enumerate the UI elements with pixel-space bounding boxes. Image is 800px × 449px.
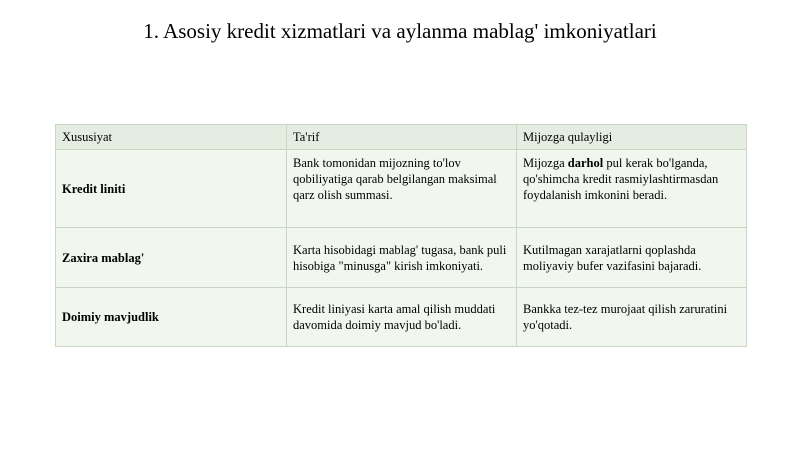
table-row [56, 288, 747, 347]
benefit-text-suffix: pul kerak bo'lganda, qo'shimcha kredit rasmiylashtirmasdan foydalanish imkonini beradi. [523, 156, 719, 202]
benefit-cell: Bankka tez-tez murojaat qilish zaruratini yo'qotadi. [517, 288, 747, 347]
features-table [55, 124, 747, 347]
benefit-cell [517, 150, 747, 228]
header-feature: Xususiyat [56, 125, 287, 150]
feature-cell: Zaxira mablag' [56, 228, 287, 288]
table-header-row [56, 125, 747, 150]
definition-cell: Bank tomonidan mijozning to'lov qobiliyatiga qarab belgilangan maksimal qarz olish summasi. [287, 150, 517, 228]
benefit-cell: Kutilmagan xarajatlarni qoplashda moliyaviy bufer vazifasini bajaradi. [517, 228, 747, 288]
slide-title: 1. Asosiy kredit xizmatlari va aylanma mablag' imkoniyatlari [143, 19, 657, 43]
header-benefit: Mijozga qulayligi [517, 125, 747, 150]
benefit-text-emphasis: darhol [567, 156, 604, 170]
table-row [56, 150, 747, 228]
definition-cell: Kredit liniyasi karta amal qilish muddati davomida doimiy mavjud bo'ladi. [287, 288, 517, 347]
feature-cell: Doimiy mavjudlik [56, 288, 287, 347]
feature-cell: Kredit liniti [56, 150, 287, 228]
header-definition: Ta'rif [287, 125, 517, 150]
table-row [56, 228, 747, 288]
benefit-text-prefix: Mijozga [523, 156, 568, 170]
definition-cell: Karta hisobidagi mablag' tugasa, bank puli hisobiga "minusga" kirish imkoniyati. [287, 228, 517, 288]
features-table-container [55, 124, 746, 347]
